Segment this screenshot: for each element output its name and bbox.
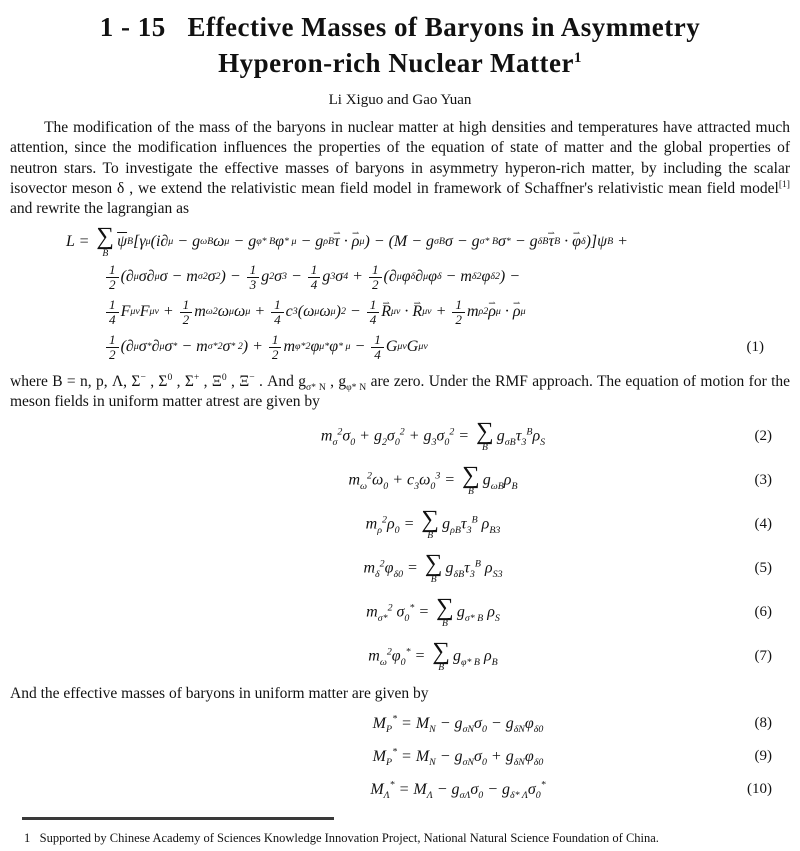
footnote-text: 1 Supported by Chinese Academy of Sciences Knowledge Innovation Project, National Natural Science Foundation of China. (24, 831, 659, 846)
equation-1 (10, 225, 790, 365)
equation-number: (7) (754, 648, 772, 665)
equation-number: (3) (754, 472, 772, 489)
equation-number: (9) (754, 748, 772, 765)
equation-row (10, 594, 790, 631)
equation-body: $m_\omega^2\omega_0 + c_3\omega_0^3$ = ∑ B $g_{\omega B}\rho_B$ (348, 461, 518, 498)
equation-row (10, 638, 790, 675)
equation-body: $m_\delta^2\varphi_{\delta 0}$ = ∑ B $g_{\delta B}\tau_3^B$ $\rho_{S3}$ (363, 549, 503, 586)
equation-body: $m_{\sigma*}^2$ $\sigma_0^*$ = ∑ B $g_{\sigma* B}$ $\rho_S$ (366, 593, 500, 630)
equation-1-line-2: $\frac{1}{2}$ (∂ μ σ∂ μ σ − m σ 2 σ 2 ) − $\frac{1}{3}$ g 2 σ 3 − $\frac{1}{4}$ g 3 σ 4 + $\frac{1}{2}$ (∂ μ φ δ ∂ μ φ δ − m δ 2 φ δ 2 ) − (10, 260, 790, 295)
footnote-rule (22, 817, 334, 820)
intro-paragraph: The modification of the mass of the baryons in nuclear matter at high densities and temperatures have attracted much attention, since the modification influences the properties of the equation of state of matter and the global properties of neutron stars. To investigate the effective masses of baryons in asymmetry hyperon-rich matter, by including the scalar isovector meson δ , we extend the relativistic mean field model in framework of Schaffner's relativistic mean field model[1] and rewrite the lagrangian as (10, 119, 790, 217)
equation-body: $M_\Lambda^* = M_\Lambda - g_{\sigma\Lambda}\sigma_0 - g_{\delta* \Lambda}\sigma_0^*$ (370, 779, 546, 802)
equation-number: (8) (754, 715, 772, 732)
mass-equations (10, 710, 790, 803)
masses-paragraph: And the effective masses of baryons in uniform matter are given by (10, 685, 429, 703)
equation-1-line-4: $\frac{1}{2}$ (∂ μ σ * ∂ μ σ * − m σ* 2 σ * 2 ) + $\frac{1}{2}$ m φ* 2 φ μ * φ * μ − $\frac{1}{4}$ G μν G μν (10, 330, 790, 365)
equation-body: $m_\omega^2\varphi_0^*$ = ∑ B $g_{\varphi* B}$ $\rho_B$ (368, 637, 498, 674)
equation-body: $m_\sigma^2\sigma_0 + g_2\sigma_0^2 + g_3\sigma_0^2$ = ∑ B $g_{\sigma B}\tau_3^B\rho_S$ (320, 417, 546, 454)
equation-1-line-3: $\frac{1}{4}$ F μν F μν + $\frac{1}{2}$ m ω 2 ω μ ω μ + $\frac{1}{4}$ c 3 (ω μ ω μ ) 2 − $\frac{1}{4}$ R ⇀ μν · R ⇀ μν + $\frac{1}{2}$ m ρ 2 ρ ⇀ μ · ρ ⇀ μ (10, 295, 790, 330)
equation-row (10, 462, 790, 499)
equation-number: (10) (747, 781, 772, 798)
equation-row (10, 418, 790, 455)
equation-number: (6) (754, 604, 772, 621)
field-equations (10, 418, 790, 675)
authors-line: Li Xiguo and Gao Yuan (328, 92, 472, 109)
paper-title-line-2 (10, 46, 790, 82)
equation-row (10, 506, 790, 543)
equation-body: $M_P^* = M_N - g_{\sigma N}\sigma_0 + g_{\delta N}\varphi_{\delta 0}$ (372, 746, 544, 769)
equation-row (10, 743, 790, 770)
paper-title-line-2-text: Hyperon-rich Nuclear Matter (218, 47, 574, 78)
equation-number: (2) (754, 428, 772, 445)
equation-body: $m_\rho^2\rho_0$ = ∑ B $g_{\rho B}\tau_3^B$ $\rho_{B3}$ (365, 505, 501, 542)
equation-body: $M_P^* = M_N - g_{\sigma N}\sigma_0 - g_{\delta N}\varphi_{\delta 0}$ (372, 713, 544, 736)
equation-row (10, 550, 790, 587)
equation-row (10, 710, 790, 737)
equation-1-line-1: L = ∑ B $\overline{\psi}$ B [γ μ (i∂ μ − g ωB ω μ − g φ* B φ * μ − g ρB τ ⇀ · ρ ⇀ μ ) − (M − g σB σ − g σ* B σ * − g δB τ ⇀ B · φ ⇀ δ )]ψ B + (10, 225, 790, 260)
where-paragraph: where B = n, p, Λ, Σ− , $\Sigma^0$ , Σ+ , $\Xi^0$ , Ξ− . And $g_{\sigma* N}$ , $g_{\varphi* N}$ are zero. Under the RMF approach. The equation of motion for the meson fields in uniform matter atrest are given by (10, 371, 791, 411)
equation-row (10, 776, 790, 803)
equation-number: (5) (754, 560, 772, 577)
equation-number: (1) (746, 338, 764, 355)
paper-title (10, 10, 790, 81)
title-footnote-mark: 1 (573, 49, 582, 66)
equation-number: (4) (754, 516, 772, 533)
paper-header (10, 10, 790, 109)
paper-title-line-1: 1 - 15 Effective Masses of Baryons in Asymmetry (99, 12, 701, 42)
